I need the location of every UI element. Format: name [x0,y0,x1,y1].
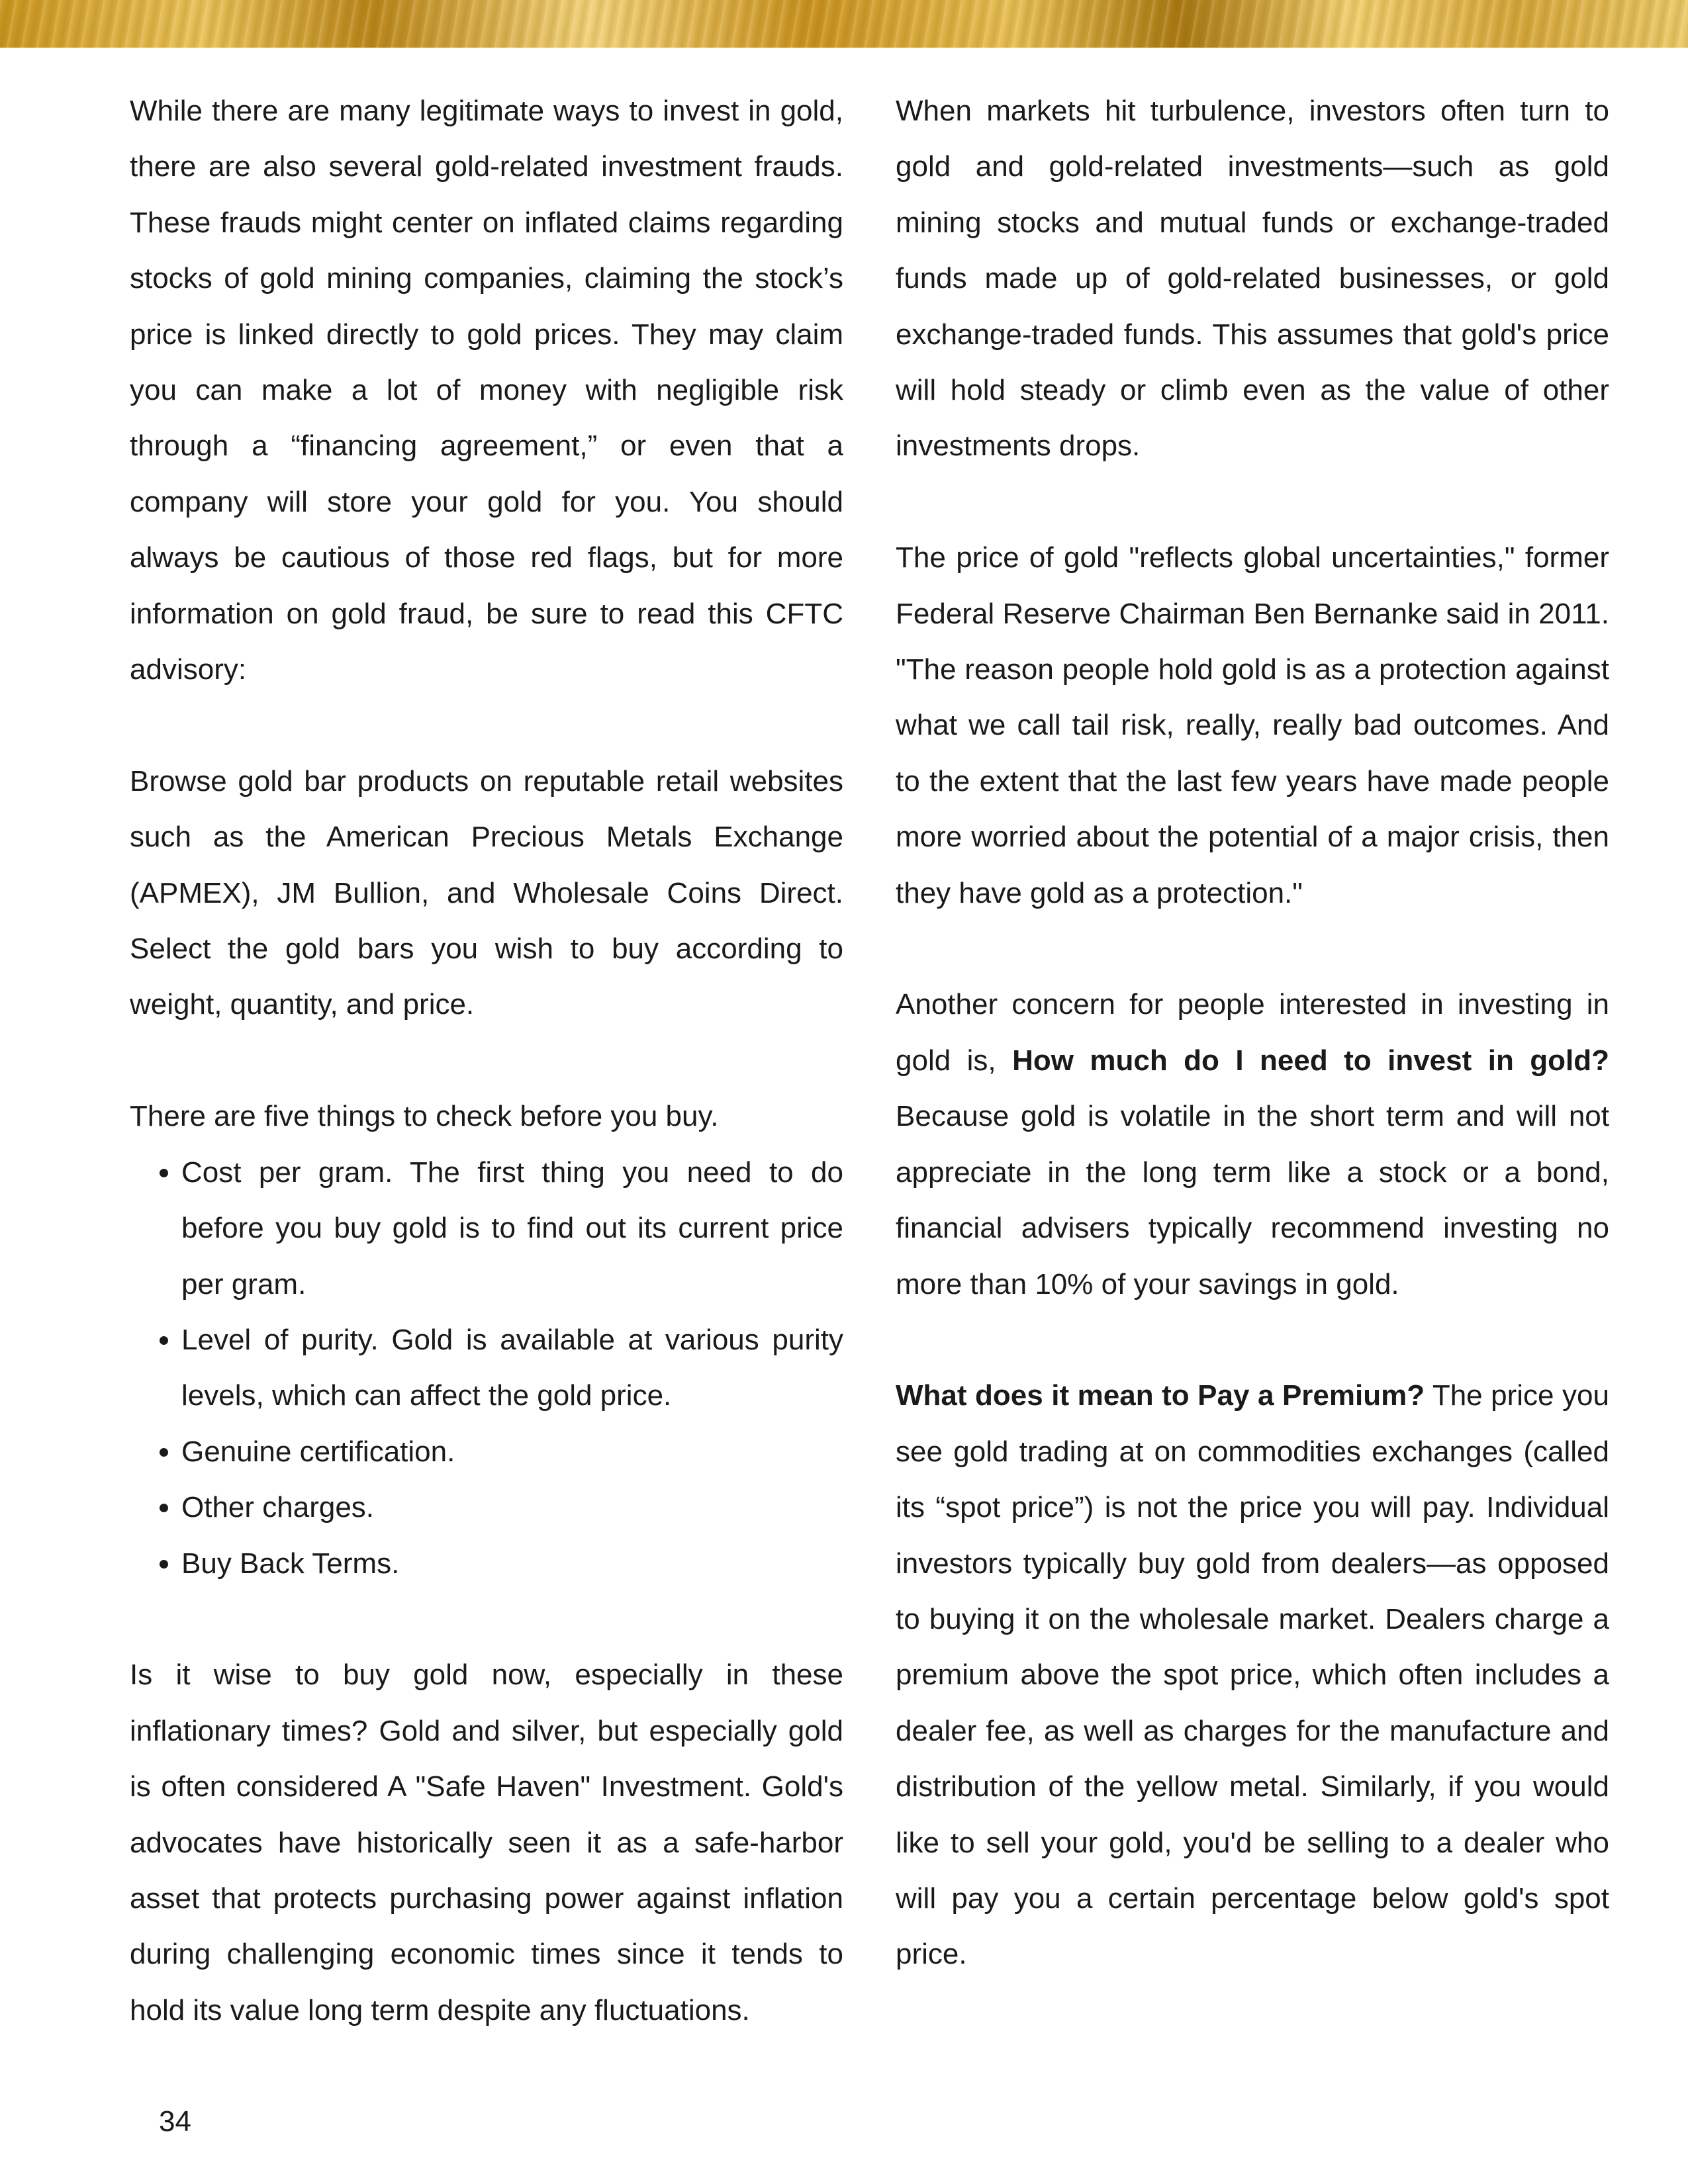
checklist-intro: There are five things to check before you buy. [130,1100,719,1133]
checklist-item-certification: • Genuine certification. [181,1424,843,1480]
checklist-item-purity: • Level of purity. Gold is available at various purity levels, which can affect the gold price. [181,1312,843,1424]
left-column [130,83,843,2038]
how-much-answer-text: Because gold is volatile in the short term and will not appreciate in the long term like a stock or a bond, financial advisers typically recommend investing no more than 10% of your savings in gold. [896,1100,1609,1300]
buying-checklist [130,1145,843,1592]
safe-haven-paragraph: Is it wise to buy gold now, especially in these inflationary times? Gold and silver, but especially gold is often considered A "Safe Haven" Investment. Gold's advocates have historically seen it as a safe-harbor asset that protects purchasing power against inflation during challenging economic times since it tends to hold its value long term despite any fluctuations. [130,1659,843,2026]
market-turbulence-paragraph: When markets hit turbulence, investors often turn to gold and gold-related investments—such as gold mining stocks and mutual funds or exchange-traded funds made up of gold-related businesses, or gold exchange-traded funds. This assumes that gold's price will hold steady or climb even as the value of other investments drops. [896,95,1609,463]
how-much-question: How much do I need to invest in gold? [1012,1044,1609,1077]
browse-gold-bars-paragraph: Browse gold bar products on reputable retail websites such as the American Precious Metals Exchange (APMEX), JM Bullion, and Wholesale Coins Direct. Select the gold bars you wish to buy according to weight, quantity, and price. [130,764,843,1021]
how-much-to-invest-paragraph [896,977,1609,1312]
right-column [896,83,1609,1983]
how-much-lead-text: Another concern for people interested in investing in gold is, [896,988,1609,1077]
checklist-item-cost-per-gram: • Cost per gram. The first thing you need to do before you buy gold is to find out its current price per gram. [181,1145,843,1312]
pay-premium-question: What does it mean to Pay a Premium? [896,1379,1425,1412]
pay-premium-answer-text: The price you see gold trading at on commodities exchanges (called its “spot price”) is not the price you will pay. Individual investors typically buy gold from dealers—as opposed to buying it on the wholesale market. Dealers charge a premium above the spot price, which often includes a dealer fee, as well as charges for the manufacture and distribution of the yellow metal. Similarly, if you would like to sell your gold, you'd be selling to a dealer who will pay you a certain percentage below gold's spot price. [896,1379,1609,1971]
bernanke-quote-paragraph: The price of gold "reflects global uncertainties," former Federal Reserve Chairman Ben Bernanke said in 2011. "The reason people hold gold is as a protection against what we call tail risk, really, really bad outcomes. And to the extent that the last few years have made people more worried about the potential of a major crisis, then they have gold as a protection." [896,541,1609,909]
checklist-item-other-charges: • Other charges. [181,1480,843,1535]
pay-premium-paragraph [896,1368,1609,1982]
checklist-item-buy-back-terms: • Buy Back Terms. [181,1536,843,1592]
page-number: 34 [159,2105,191,2138]
gold-fraud-paragraph: While there are many legitimate ways to invest in gold, there are also several gold-related investment frauds. These frauds might center on inflated claims regarding stocks of gold mining companies, claiming the stock’s price is linked directly to gold prices. They may claim you can make a lot of money with negligible risk through a “financing agreement,” or even that a company will store your gold for you. You should always be cautious of those red flags, but for more information on gold fraud, be sure to read this CFTC advisory: [130,95,843,686]
gold-foil-header-banner [0,0,1688,48]
